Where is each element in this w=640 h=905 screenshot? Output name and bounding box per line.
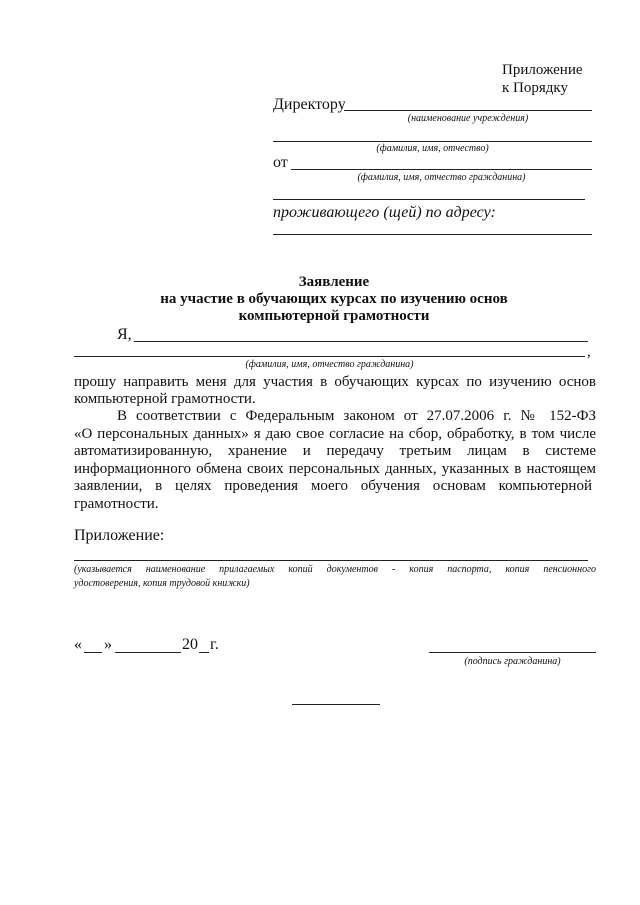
date-year-line (199, 652, 209, 653)
institution-hint: (наименование учреждения) (407, 113, 529, 124)
signature-hint: (подпись гражданина) (464, 656, 561, 667)
appendix-line-1: Приложение (502, 62, 583, 78)
title-line-3: компьютерной грамотности (238, 308, 430, 324)
attachment-line (74, 560, 588, 561)
i-label: Я, (117, 326, 132, 343)
title-line-2: на участие в обучающих курсах по изучению основ (160, 291, 508, 307)
from-label: от (273, 154, 288, 171)
consent-line-5: заявлении, в целях проведения моего обучения основам компьютерной (74, 478, 592, 494)
request-line-1: прошу направить меня для участия в обучающих курсах по изучению основ (74, 374, 596, 390)
signature-line (429, 652, 596, 653)
appendix-line-2: к Порядку (502, 80, 568, 96)
consent-line-4: информационного обмена своих персональных данных, указанных в настоящем (74, 461, 596, 477)
date-day-line (84, 652, 102, 653)
comma: , (587, 344, 591, 360)
date-month-line (115, 652, 181, 653)
citizen-name-line (291, 169, 592, 170)
consent-line-3: автоматизированную, хранение и передачу третьим лицам в системе (74, 443, 596, 459)
date-close-quote: » (104, 636, 112, 653)
director-label: Директору (273, 96, 346, 113)
applicant-name-hint: (фамилия, имя, отчество гражданина) (245, 359, 414, 370)
address-line (273, 234, 592, 235)
attachment-label: Приложение: (74, 527, 165, 544)
applicant-name-line-1 (134, 341, 588, 342)
citizen-name-line-2 (273, 199, 585, 200)
director-name-line (273, 141, 592, 142)
date-year-suffix: г. (210, 636, 219, 653)
citizen-name-hint: (фамилия, имя, отчество гражданина) (357, 172, 526, 183)
closing-separator (292, 704, 380, 705)
title-line-1: Заявление (298, 274, 370, 290)
date-year-prefix: 20 (182, 636, 198, 653)
attachment-hint-line-2: удостоверения, копия трудовой книжки) (74, 578, 250, 589)
consent-line-6: грамотности. (74, 496, 159, 512)
applicant-name-line-2 (74, 356, 585, 357)
attachment-hint-line-1: (указывается наименование прилагаемых копий документов - копия паспорта, копия пенсионного (74, 564, 596, 575)
director-name-hint: (фамилия, имя, отчество) (376, 143, 489, 154)
date-open-quote: « (74, 636, 82, 653)
consent-line-1: В соответствии с Федеральным законом от 27.07.2006 г. № 152-ФЗ (117, 408, 596, 424)
consent-line-2: «О персональных данных» я даю свое согласие на сбор, обработку, в том числе (74, 426, 596, 442)
request-line-2: компьютерной грамотности. (74, 391, 256, 407)
institution-line (344, 110, 592, 111)
address-label: проживающего (щей) по адресу: (273, 204, 496, 221)
